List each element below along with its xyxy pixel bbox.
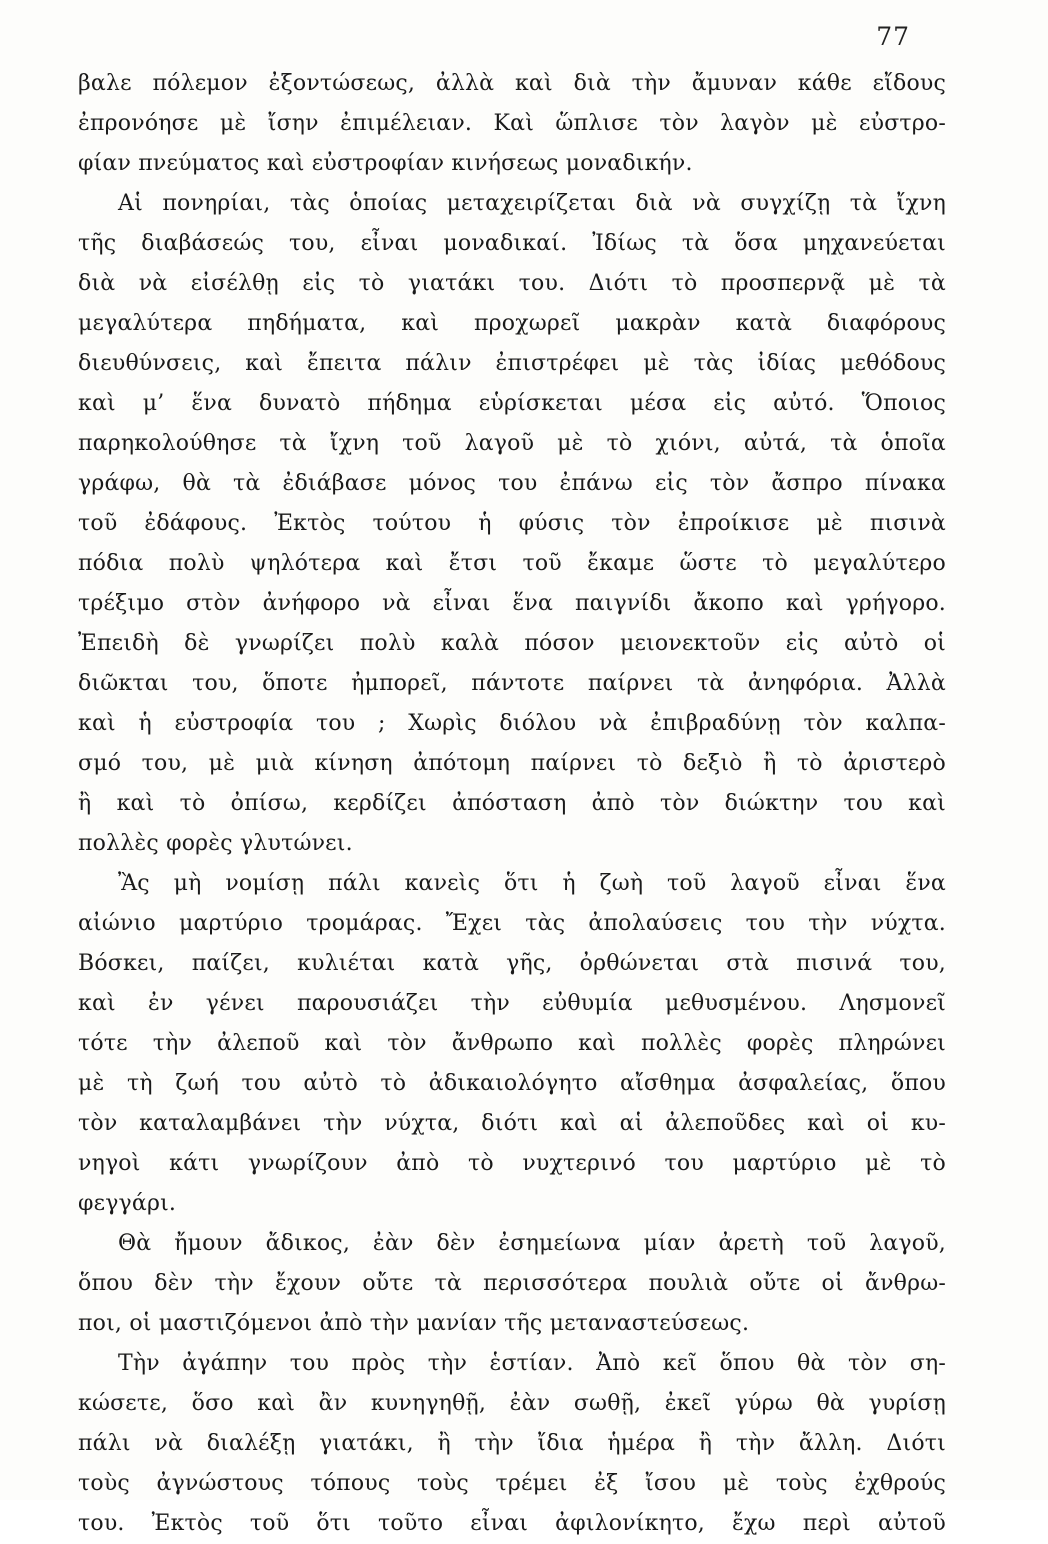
text-line: φίαν πνεύματος καὶ εὐστροφίαν κινήσεως μοναδικήν.: [78, 151, 693, 176]
text-line: Τὴν ἀγάπην του πρὸς τὴν ἑστίαν. Ἀπὸ κεῖ ὅπου θὰ τὸν ση-: [118, 1351, 946, 1376]
text-line: ἢ καὶ τὸ ὀπίσω, κερδίζει ἀπόσταση ἀπὸ τὸν διώκτην του καὶ: [78, 791, 946, 816]
text-line: παρηκολούθησε τὰ ἴχνη τοῦ λαγοῦ μὲ τὸ χιόνι, αὐτά, τὰ ὁποῖα: [78, 431, 946, 456]
text-line: τοῦ ἐδάφους. Ἐκτὸς τούτου ἡ φύσις τὸν ἐπροίκισε μὲ πισινὰ: [78, 511, 946, 536]
text-line: καὶ ἡ εὐστροφία του ; Χωρὶς διόλου νὰ ἐπιβραδύνῃ τὸν καλπα-: [78, 711, 946, 736]
text-line: τότε τὴν ἀλεποῦ καὶ τὸν ἄνθρωπο καὶ πολλὲς φορὲς πληρώνει: [78, 1031, 946, 1056]
text-line: αἰώνιο μαρτύριο τρομάρας. Ἔχει τὰς ἀπολαύσεις του τὴν νύχτα.: [78, 911, 946, 936]
text-line: ποι, οἱ μαστιζόμενοι ἀπὸ τὴν μανίαν τῆς μεταναστεύσεως.: [78, 1311, 750, 1336]
text-line: Ἐπειδὴ δὲ γνωρίζει πολὺ καλὰ πόσον μειονεκτοῦν εἰς αὐτὸ οἱ: [78, 631, 946, 656]
text-line: σμό του, μὲ μιὰ κίνηση ἀπότομη παίρνει τὸ δεξιὸ ἢ τὸ ἀριστερὸ: [78, 751, 946, 776]
text-line: πάλι νὰ διαλέξῃ γιατάκι, ἢ τὴν ἴδια ἡμέρα ἢ τὴν ἄλλη. Διότι: [78, 1431, 946, 1456]
text-line: ὅπου δὲν τὴν ἔχουν οὔτε τὰ περισσότερα πουλιὰ οὔτε οἱ ἄνθρω-: [78, 1271, 946, 1296]
text-line: φεγγάρι.: [78, 1191, 177, 1216]
text-line: βαλε πόλεμον ἐξοντώσεως, ἀλλὰ καὶ διὰ τὴν ἄμυναν κάθε εἴδους: [78, 71, 946, 96]
text-line: μεγαλύτερα πηδήματα, καὶ προχωρεῖ μακρὰν κατὰ διαφόρους: [78, 311, 946, 336]
text-line: κώσετε, ὅσο καὶ ἂν κυνηγηθῇ, ἐὰν σωθῇ, ἐκεῖ γύρω θὰ γυρίσῃ: [78, 1391, 946, 1416]
text-line: διευθύνσεις, καὶ ἔπειτα πάλιν ἐπιστρέφει μὲ τὰς ἰδίας μεθόδους: [78, 351, 946, 376]
text-line: τρέξιμο στὸν ἀνήφορο νὰ εἶναι ἕνα παιγνίδι ἄκοπο καὶ γρήγορο.: [78, 591, 946, 616]
page-number: 77: [876, 22, 910, 51]
text-line: του. Ἐκτὸς τοῦ ὅτι τοῦτο εἶναι ἀφιλονίκητο, ἔχω περὶ αὐτοῦ: [78, 1511, 946, 1536]
text-line: νηγοὶ κάτι γνωρίζουν ἀπὸ τὸ νυχτερινό του μαρτύριο μὲ τὸ: [78, 1151, 946, 1176]
body-text: [78, 64, 946, 1544]
text-line: πολλὲς φορὲς γλυτώνει.: [78, 831, 353, 856]
text-line: Βόσκει, παίζει, κυλιέται κατὰ γῆς, ὀρθώνεται στὰ πισινά του,: [78, 951, 946, 976]
text-line: Αἱ πονηρίαι, τὰς ὁποίας μεταχειρίζεται διὰ νὰ συγχίζῃ τὰ ἴχνη: [118, 191, 946, 216]
text-line: Θὰ ἤμουν ἄδικος, ἐὰν δὲν ἐσημείωνα μίαν ἀρετὴ τοῦ λαγοῦ,: [118, 1231, 946, 1256]
text-line: γράφω, θὰ τὰ ἐδιάβασε μόνος του ἐπάνω εἰς τὸν ἄσπρο πίνακα: [78, 471, 946, 496]
text-line: τὸν καταλαμβάνει τὴν νύχτα, διότι καὶ αἱ ἀλεποῦδες καὶ οἱ κυ-: [78, 1111, 946, 1136]
text-line: καὶ ἐν γένει παρουσιάζει τὴν εὐθυμία μεθυσμένου. Λησμονεῖ: [78, 991, 946, 1016]
text-line: διῶκται του, ὅποτε ἠμπορεῖ, πάντοτε παίρνει τὰ ἀνηφόρια. Ἀλλὰ: [78, 671, 946, 696]
text-line: τοὺς ἀγνώστους τόπους τοὺς τρέμει ἐξ ἴσου μὲ τοὺς ἐχθρούς: [78, 1471, 946, 1496]
text-line: πόδια πολὺ ψηλότερα καὶ ἔτσι τοῦ ἔκαμε ὥστε τὸ μεγαλύτερο: [78, 551, 946, 576]
text-line: καὶ μ’ ἕνα δυνατὸ πήδημα εὑρίσκεται μέσα εἰς αὐτό. Ὅποιος: [78, 391, 946, 416]
text-line: Ἂς μὴ νομίσῃ πάλι κανεὶς ὅτι ἡ ζωὴ τοῦ λαγοῦ εἶναι ἕνα: [118, 871, 946, 896]
text-line: διὰ νὰ εἰσέλθῃ εἰς τὸ γιατάκι του. Διότι τὸ προσπερνᾷ μὲ τὰ: [78, 271, 946, 296]
text-line: ἐπρονόησε μὲ ἴσην ἐπιμέλειαν. Καὶ ὥπλισε τὸν λαγὸν μὲ εὐστρο-: [78, 111, 946, 136]
text-line: μὲ τὴ ζωή του αὐτὸ τὸ ἀδικαιολόγητο αἴσθημα ἀσφαλείας, ὅπου: [78, 1071, 946, 1096]
text-line: τῆς διαβάσεώς του, εἶναι μοναδικαί. Ἰδίως τὰ ὅσα μηχανεύεται: [78, 231, 946, 256]
